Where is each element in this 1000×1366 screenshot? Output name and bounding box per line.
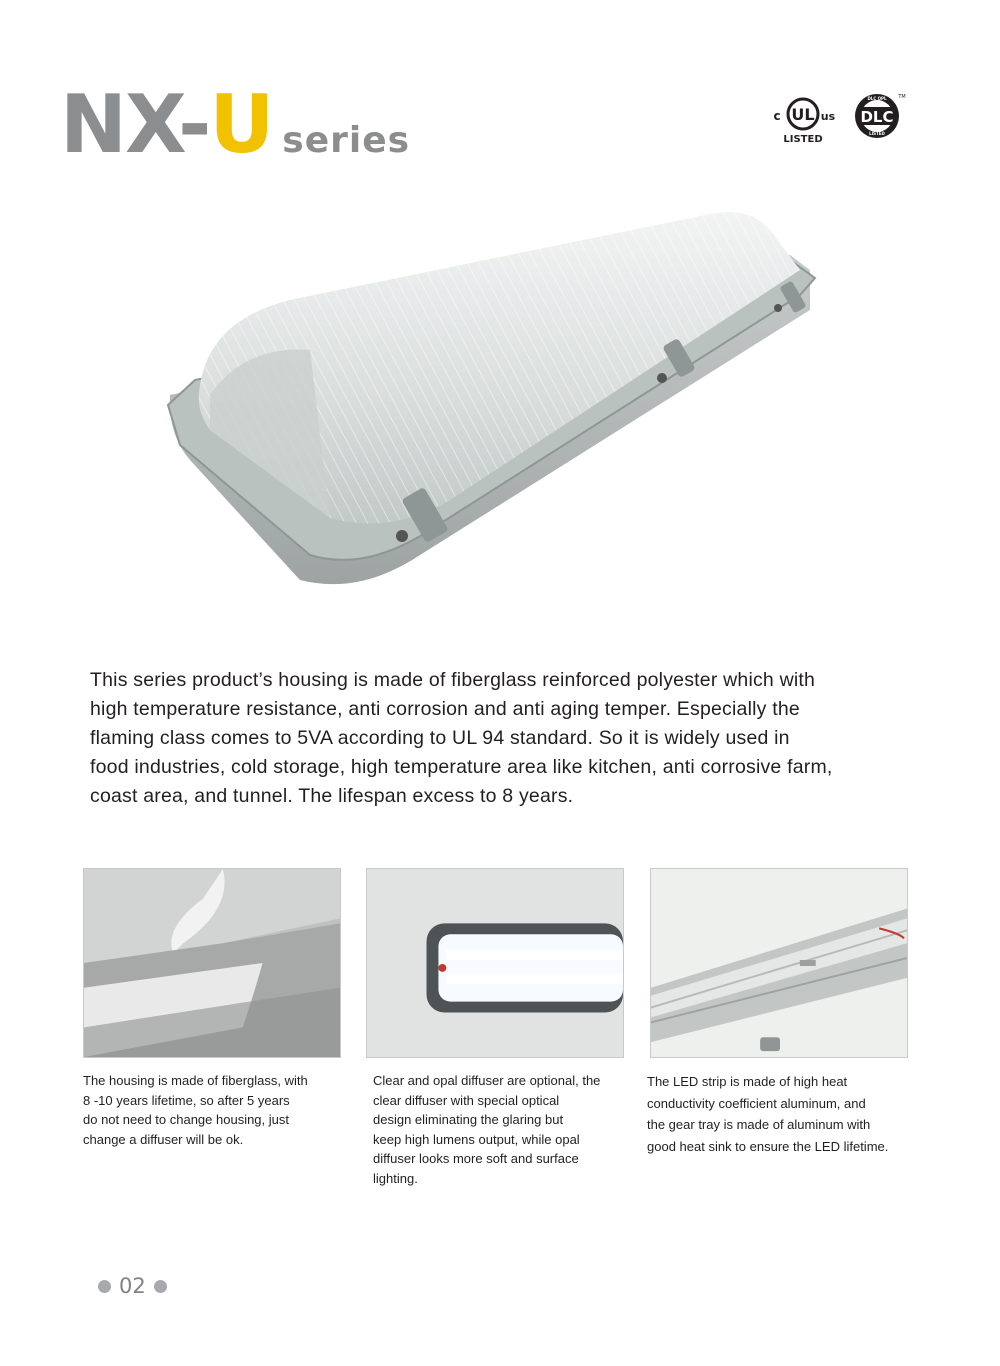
ul-c: c	[773, 109, 781, 123]
hero-product-image	[150, 200, 850, 620]
ul-listed: LISTED	[783, 134, 823, 145]
feature-caption-diffuser	[373, 1071, 643, 1188]
title-highlight: U	[209, 78, 273, 171]
caption-line: change a diffuser will be ok.	[83, 1131, 244, 1147]
feature-caption-led-strip	[647, 1071, 927, 1157]
dlc-mark: DLC	[860, 108, 894, 126]
dot-icon	[98, 1280, 111, 1293]
product-description	[90, 666, 940, 811]
feature-caption-housing	[83, 1071, 353, 1149]
caption-line: The LED strip is made of high heat	[647, 1074, 848, 1089]
dlc-ring-bottom: LISTED	[869, 131, 885, 136]
description-line: food industries, cold storage, high temperature area like kitchen, anti corrosive farm,	[90, 756, 833, 778]
caption-line: lighting.	[373, 1170, 418, 1186]
feature-image-diffuser	[366, 868, 624, 1058]
caption-line: Clear and opal diffuser are optional, the	[373, 1073, 601, 1088]
description-line: high temperature resistance, anti corrosion and anti aging temper. Especially the	[90, 698, 800, 720]
caption-line: clear diffuser with special optical	[373, 1092, 560, 1108]
ul-mark: UL	[791, 105, 815, 124]
dlc-logo	[850, 90, 910, 144]
feature-image-housing	[83, 868, 341, 1058]
description-line: This series product’s housing is made of fiberglass reinforced polyester which with	[90, 669, 816, 691]
caption-line: 8 -10 years lifetime, so after 5 years	[83, 1092, 290, 1108]
caption-line: diffuser looks more soft and surface	[373, 1151, 579, 1166]
dlc-tm: TM	[898, 94, 906, 100]
caption-line: do not need to change housing, just	[83, 1112, 289, 1127]
dlc-ring-top: DLC QPL	[867, 96, 887, 101]
feature-image-led-strip	[650, 868, 908, 1058]
caption-line: good heat sink to ensure the LED lifetime.	[647, 1138, 889, 1154]
title-prefix: NX-	[60, 78, 210, 171]
caption-line: the gear tray is made of aluminum with	[647, 1117, 871, 1132]
ul-us: us	[820, 110, 836, 123]
caption-line: keep high lumens output, while opal	[373, 1131, 580, 1147]
caption-line: conductivity coefficient aluminum, and	[647, 1095, 866, 1111]
page-number	[98, 1274, 167, 1298]
caption-line: design eliminating the glaring but	[373, 1112, 564, 1127]
title-suffix: series	[282, 120, 411, 161]
page-title	[60, 78, 410, 171]
description-line: flaming class comes to 5VA according to UL 94 standard. So it is widely used in	[90, 727, 790, 749]
description-line: coast area, and tunnel. The lifespan excess to 8 years.	[90, 785, 574, 807]
ul-listed-logo	[768, 94, 838, 148]
caption-line: The housing is made of fiberglass, with	[83, 1073, 308, 1088]
dot-icon	[154, 1280, 167, 1293]
page-number-text: 02	[119, 1274, 146, 1298]
